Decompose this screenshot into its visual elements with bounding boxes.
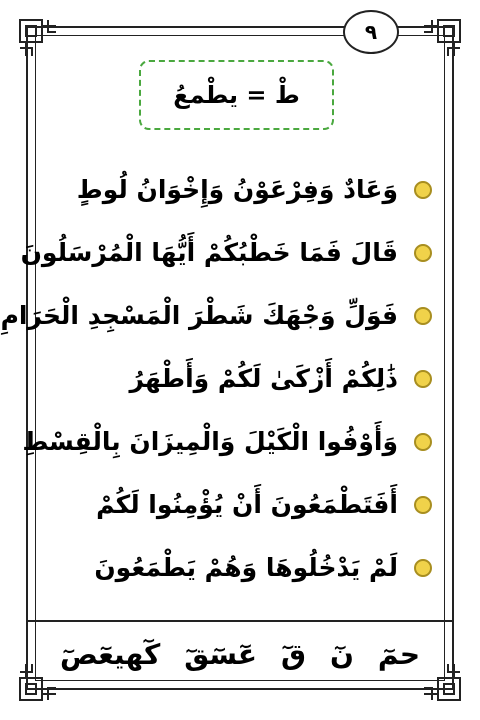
- verse-line: [20, 221, 432, 284]
- corner-ornament-icon: [422, 18, 462, 58]
- bullet-dot-icon: [414, 370, 432, 388]
- verse-list: [0, 158, 432, 599]
- bullet-dot-icon: [414, 496, 432, 514]
- verse-text: أَفَتَطْمَعُونَ أَنْ يُؤْمِنُوا لَكُمْ: [96, 490, 398, 519]
- verse-line: [48, 158, 432, 221]
- letters-item: قٓ: [281, 637, 307, 671]
- bullet-dot-icon: [414, 433, 432, 451]
- bullet-dot-icon: [414, 559, 432, 577]
- bullet-dot-icon: [414, 307, 432, 325]
- letters-item: عٓسٓقٓ: [184, 637, 258, 671]
- bullet-dot-icon: [414, 244, 432, 262]
- bottom-divider: [26, 620, 454, 622]
- verse-line: [0, 284, 432, 347]
- verse-text: وَأَوْفُوا الْكَيْلَ وَالْمِيزَانَ بِالْقِسْطِ: [22, 427, 398, 456]
- page-number: ٩: [343, 10, 399, 54]
- letters-item: كٓهيعٓصٓ: [60, 637, 161, 671]
- verse-line: [22, 410, 432, 473]
- corner-ornament-icon: [18, 18, 58, 58]
- verse-text: وَعَادٌ وَفِرْعَوْنُ وَإِخْوَانُ لُوطٍ: [76, 175, 398, 204]
- verse-text: فَوَلِّ وَجْهَكَ شَطْرَ الْمَسْجِدِ الْحَرَامِ: [0, 301, 398, 330]
- verse-line: [48, 473, 432, 536]
- verse-text: قَالَ فَمَا خَطْبُكُمْ أَيُّهَا الْمُرْسَلُونَ: [20, 238, 398, 267]
- corner-ornament-icon: [422, 662, 462, 702]
- verse-text: لَمْ يَدْخُلُوهَا وَهُمْ يَطْمَعُونَ: [94, 553, 398, 582]
- bullet-dot-icon: [414, 181, 432, 199]
- letters-item: نٓ: [330, 637, 354, 671]
- verse-text: ذَٰلِكُمْ أَزْكَىٰ لَكُمْ وَأَطْهَرُ: [129, 364, 398, 393]
- verse-line: [48, 347, 432, 410]
- verse-line: [48, 536, 432, 599]
- corner-ornament-icon: [18, 662, 58, 702]
- muqattaat-letters: [60, 628, 420, 680]
- letters-item: حمٓ: [377, 637, 420, 671]
- lesson-title: طْ = يطْمعُ: [139, 60, 334, 130]
